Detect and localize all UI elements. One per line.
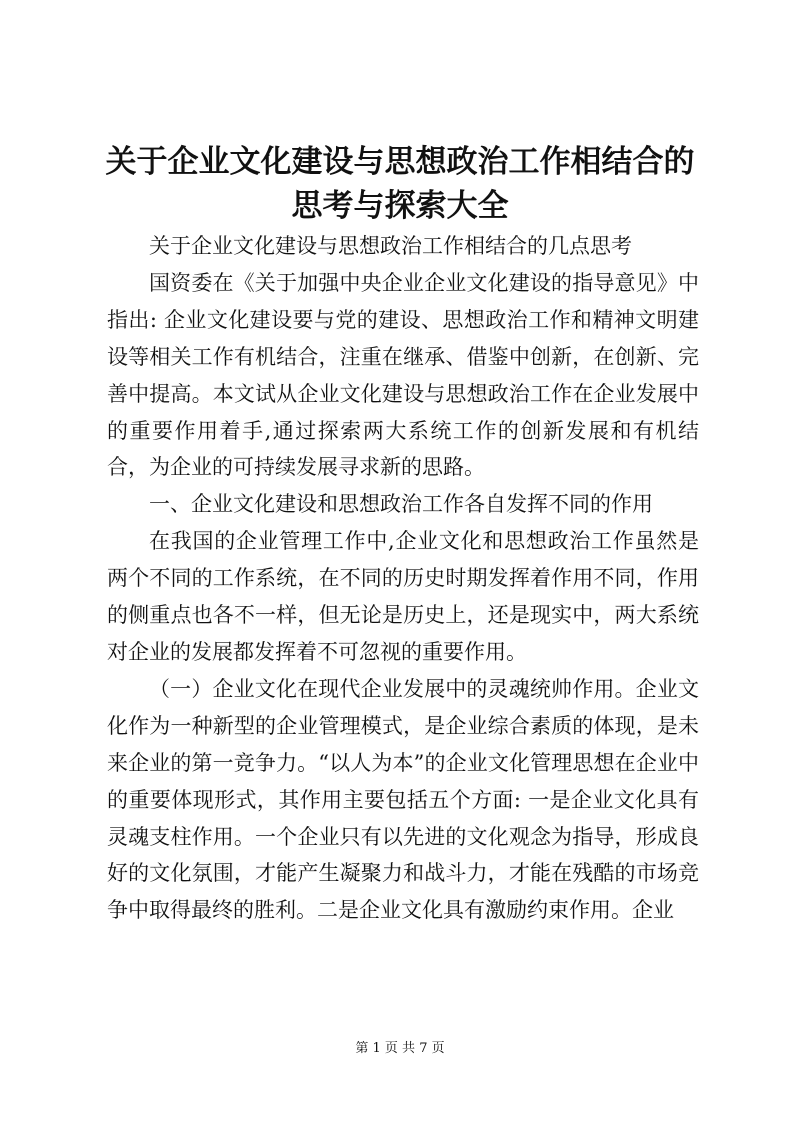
intro-paragraph: 国资委在《关于加强中央企业企业文化建设的指导意见》中指出: 企业文化建设要与党的建设、思想政治工作和精神文明建设等相关工作有机结合，注重在继承、借鉴中创新，在创新、完善中提高。本文试从企业文化建设与思想政治工作在企业发展中的重要作用着手,通过探索两大系统工作的创新发展和有机结合，为企业的可持续发展寻求新的思路。 bbox=[107, 270, 699, 480]
section-heading: 一、企业文化建设和思想政治工作各自发挥不同的作用 bbox=[149, 492, 653, 517]
subtitle-paragraph: 关于企业文化建设与思想政治工作相结合的几点思考 bbox=[149, 234, 632, 258]
page-footer: 第 1 页 共 7 页 bbox=[355, 1041, 445, 1056]
section-paragraph: 在我国的企业管理工作中,企业文化和思想政治工作虽然是两个不同的工作系统，在不同的历史时期发挥着作用不同，作用的侧重点也各不一样，但无论是历史上，还是现实中，两大系统对企业的发展都发挥着不可忽视的重要作用。 bbox=[107, 529, 699, 664]
document-title: 关于企业文化建设与思想政治工作相结合的思考与探索大全 bbox=[105, 144, 695, 224]
document-body bbox=[107, 228, 699, 929]
subsection-paragraph: （一）企业文化在现代企业发展中的灵魂统帅作用。企业文化作为一种新型的企业管理模式，是企业综合素质的体现，是未来企业的第一竞争力。“以人为本”的企业文化管理思想在企业中的重要体现形式，其作用主要包括五个方面: 一是企业文化具有灵魂支柱作用。一个企业只有以先进的文化观念为指导，形成良好的文化氛围，才能产生凝聚力和战斗力，才能在残酷的市场竞争中取得最终的胜利。二是企业文化具有激励约束作用。企业 bbox=[107, 676, 699, 923]
